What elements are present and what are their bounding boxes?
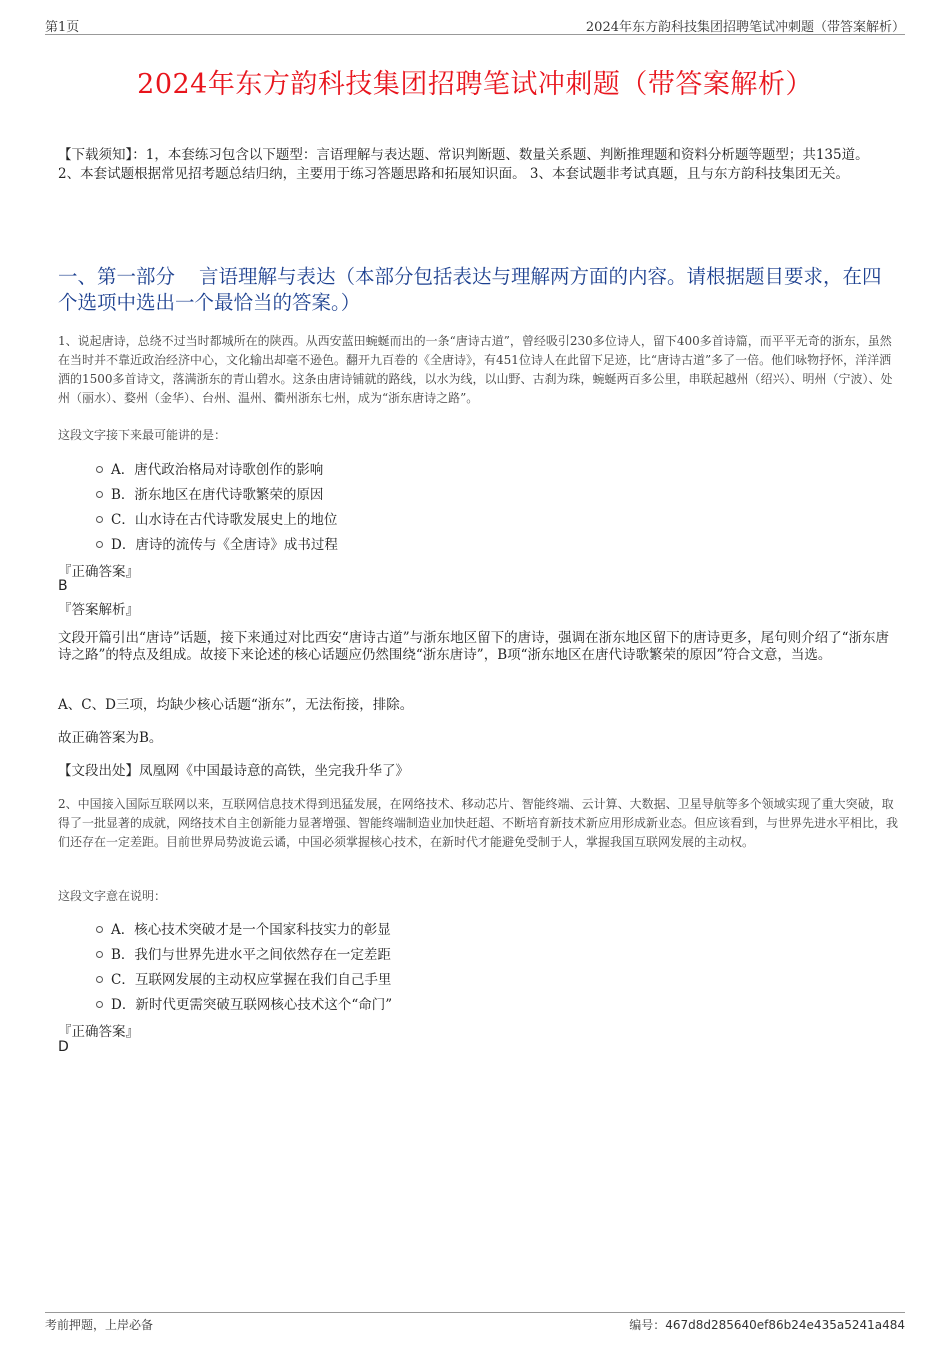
question-1-answer-label: 『正确答案』 (58, 564, 139, 580)
radio-icon[interactable] (96, 926, 103, 933)
footer-code-label: 编号： (629, 1318, 666, 1332)
option-d[interactable]: D．新时代更需突破互联网核心技术这个“命门” (96, 990, 392, 1015)
section-number: 一、第一部分 (58, 265, 176, 288)
question-1-options (96, 455, 338, 555)
question-2-options (96, 915, 392, 1015)
question-2-prompt: 这段文字意在说明： (58, 889, 167, 903)
question-1-prompt: 这段文字接下来最可能讲的是： (58, 428, 227, 442)
radio-icon[interactable] (96, 1001, 103, 1008)
option-a[interactable]: A．唐代政治格局对诗歌创作的影响 (96, 455, 338, 480)
option-a[interactable]: A．核心技术突破才是一个国家科技实力的彰显 (96, 915, 392, 940)
page-footer (45, 1312, 905, 1335)
page-number: 第1页 (45, 20, 80, 35)
footer-code (629, 1316, 905, 1333)
question-1-analysis-label: 『答案解析』 (58, 602, 139, 618)
question-1-analysis: 文段开篇引出“唐诗”话题，接下来通过对比西安“唐诗古道”与浙东地区留下的唐诗，强调在浙东地区留下的唐诗更多，尾句则介绍了“浙东唐诗之路”的特点及组成。故接下来论述的核心话题应仍然围绕“浙东唐诗”，B项“浙东地区在唐代诗歌繁荣的原因”符合文意，当选。 (58, 630, 890, 663)
download-notice: 【下载须知】：1，本套练习包含以下题型：言语理解与表达题、常识判断题、数量关系题、判断推理题和资料分析题等题型；共135道。 2、本套试题根据常见招考题总结归纳，主要用于练习答题思路和拓展知识面。 3、本套试题非考试真题，且与东方韵科技集团无关。 (58, 147, 869, 182)
question-1-elimination: A、C、D三项，均缺少核心话题“浙东”，无法衔接，排除。 (58, 697, 414, 713)
radio-icon[interactable] (96, 951, 103, 958)
section-heading (58, 264, 898, 316)
footer-code-value: 467d8d285640ef86b24e435a5241a484 (665, 1318, 905, 1332)
option-c[interactable]: C．互联网发展的主动权应掌握在我们自己手里 (96, 965, 392, 990)
option-b[interactable]: B．浙东地区在唐代诗歌繁荣的原因 (96, 480, 338, 505)
option-d[interactable]: D．唐诗的流传与《全唐诗》成书过程 (96, 530, 338, 555)
question-2-answer-label: 『正确答案』 (58, 1024, 139, 1040)
header-doc-title: 2024年东方韵科技集团招聘笔试冲刺题（带答案解析） (585, 20, 905, 35)
question-1-stem: 1、说起唐诗，总绕不过当时都城所在的陕西。从西安蓝田蜿蜒而出的一条“唐诗古道”，曾经吸引230多位诗人，留下400多首诗篇，而平平无奇的浙东，虽然在当时并不靠近政治经济中心，文化输出却毫不逊色。翻开九百卷的《全唐诗》，有451位诗人在此留下足迹，比“唐诗古道”多了一倍。他们咏物抒怀，洋洋洒洒的1500多首诗文，落满浙东的青山碧水。这条由唐诗铺就的路线，以水为线，以山野、古刹为珠，蜿蜒两百多公里，串联起越州（绍兴）、明州（宁波）、处州（丽水）、婺州（金华）、台州、温州、衢州浙东七州，成为“浙东唐诗之路”。 (58, 334, 893, 405)
radio-icon[interactable] (96, 491, 103, 498)
option-c[interactable]: C．山水诗在古代诗歌发展史上的地位 (96, 505, 338, 530)
radio-icon[interactable] (96, 541, 103, 548)
question-2-stem: 2、中国接入国际互联网以来，互联网信息技术得到迅猛发展，在网络技术、移动芯片、智能终端、云计算、大数据、卫星导航等多个领域实现了重大突破，取得了一批显著的成就，网络技术自主创新能力显著增强、智能终端制造业加快赶超、不断培育新技术新应用形成新业态。但应该看到，与世界先进水平相比，我们还存在一定差距。目前世界局势波诡云谲，中国必须掌握核心技术，在新时代才能避免受制于人，掌握我国互联网发展的主动权。 (58, 797, 899, 849)
question-1-source: 【文段出处】凤凰网《中国最诗意的高铁，坐完我升华了》 (58, 763, 409, 779)
radio-icon[interactable] (96, 516, 103, 523)
radio-icon[interactable] (96, 466, 103, 473)
footer-slogan: 考前押题，上岸必备 (45, 1318, 154, 1332)
radio-icon[interactable] (96, 976, 103, 983)
page-header (45, 14, 905, 35)
page-title: 2024年东方韵科技集团招聘笔试冲刺题（带答案解析） (137, 69, 813, 101)
question-1-conclusion: 故正确答案为B。 (58, 730, 163, 746)
question-2-answer: D (58, 1039, 69, 1055)
question-1-answer: B (58, 578, 68, 594)
option-b[interactable]: B．我们与世界先进水平之间依然存在一定差距 (96, 940, 392, 965)
section-text: 言语理解与表达（本部分包括表达与理解两方面的内容。请根据题目要求，在四个选项中选出一个最恰当的答案。） (58, 265, 882, 314)
